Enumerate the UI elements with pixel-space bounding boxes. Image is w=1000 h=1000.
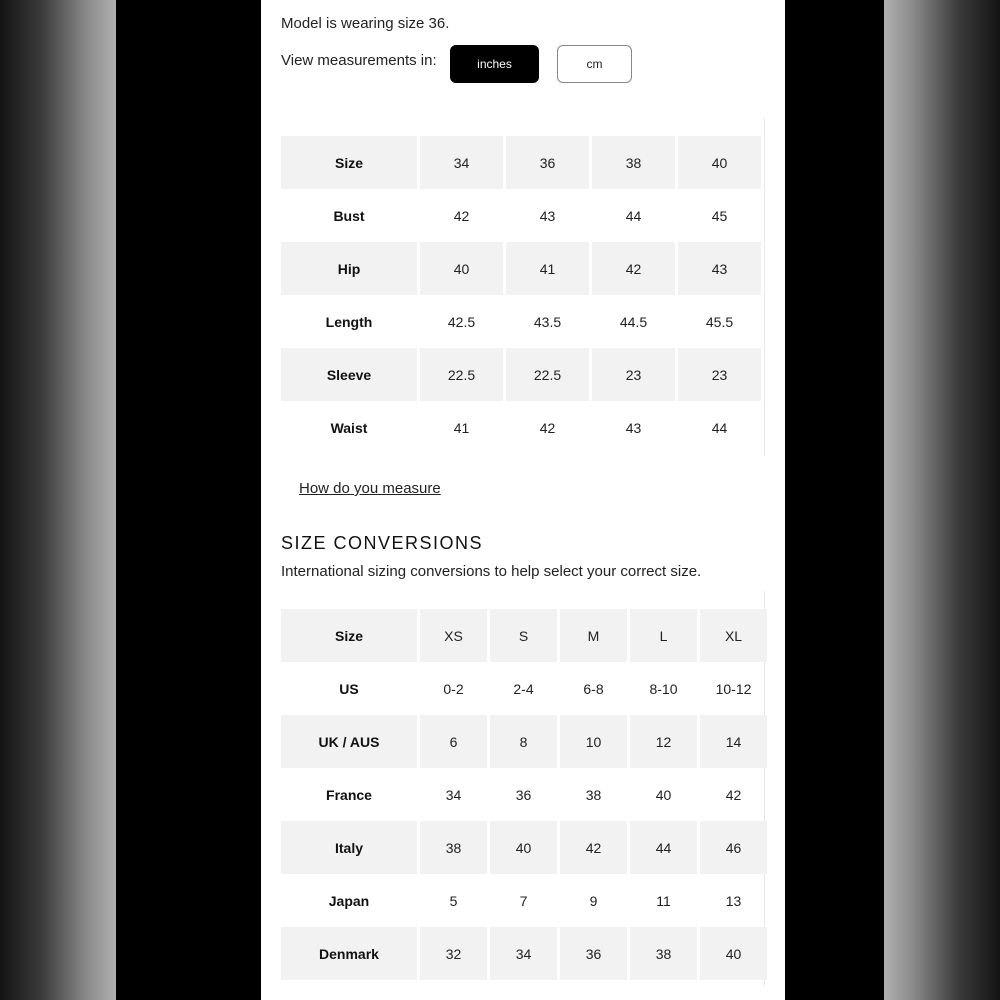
table-cell: 8 [490,715,557,768]
inches-button[interactable]: inches [450,45,539,83]
table-cell: 40 [490,821,557,874]
table-cell: 11 [656,892,671,909]
table-cell: 42.5 [447,313,476,330]
table-cell: 40 [420,242,503,295]
table-cell: 22.5 [506,348,589,401]
table-cell: 23 [678,348,761,401]
table-cell: 7 [519,892,528,909]
table-cell: 22.5 [420,348,503,401]
table-cell: 44 [630,821,697,874]
table-cell: 42 [725,786,742,803]
table-cell: 23 [592,348,675,401]
table-cell: 9 [589,892,598,909]
row-label: UK / AUS [281,715,417,768]
table-cell: 13 [725,892,742,909]
table-cell: 45 [711,207,728,224]
table-cell: 42 [560,821,627,874]
cm-button[interactable]: cm [557,45,632,83]
table-cell: 10 [560,715,627,768]
table-cell: 8-10 [649,680,678,697]
table-cell: 43.5 [533,313,562,330]
left-black-band [116,0,261,1000]
table-row [281,927,767,980]
row-label: Denmark [281,927,417,980]
size-conversions-subtitle: International sizing conversions to help select your correct size. [281,563,702,580]
table-cell: 34 [445,786,462,803]
how-to-measure-link[interactable]: How do you measure [299,480,441,497]
table-cell: 34 [490,927,557,980]
table-cell: 10-12 [715,680,752,697]
table-cell: 12 [630,715,697,768]
table-row [281,662,767,715]
table-row [281,768,767,821]
row-label: France [326,786,372,803]
row-label: Sleeve [281,348,417,401]
table-cell: 43 [625,419,642,436]
model-size-note: Model is wearing size 36. [281,15,450,32]
size-chart-table [278,136,764,454]
table-cell: 45.5 [705,313,734,330]
table-cell: 32 [420,927,487,980]
table-cell: 38 [420,821,487,874]
row-label: Japan [328,892,370,909]
right-black-band [785,0,884,1000]
row-label: US [339,680,359,697]
table-cell: 38 [585,786,602,803]
size-guide-panel [261,0,785,1000]
row-label: Size [281,136,417,189]
right-gradient-border [884,0,1000,1000]
row-label: Hip [281,242,417,295]
table-cell: 43 [678,242,761,295]
table-cell: 40 [655,786,672,803]
table-row [281,295,761,348]
table-row [281,401,761,454]
table-cell: 38 [592,136,675,189]
table-cell: 34 [420,136,503,189]
table-cell: 44 [711,419,728,436]
table-row [281,715,767,768]
table-cell: 5 [449,892,458,909]
table-row [281,189,761,242]
table-cell: 6 [420,715,487,768]
row-label: Length [325,313,373,330]
table-cell: 38 [630,927,697,980]
table-cell: 6-8 [583,680,604,697]
table-row [281,821,767,874]
table-cell: 0-2 [443,680,464,697]
table-cell: 36 [506,136,589,189]
row-label: Bust [333,207,365,224]
table-cell: 36 [515,786,532,803]
table-cell: 40 [678,136,761,189]
row-label: Waist [330,419,368,436]
row-label: Italy [281,821,417,874]
table-cell: 46 [700,821,767,874]
table-cell: S [490,609,557,662]
table-cell: XS [420,609,487,662]
table-row [281,609,767,662]
table-edge-line [764,118,765,456]
table-cell: 42 [539,419,556,436]
table-row [281,348,761,401]
table-row [281,136,761,189]
units-label: View measurements in: [281,52,437,69]
table-cell: 42 [453,207,470,224]
left-gradient-border [0,0,116,1000]
table-cell: 42 [592,242,675,295]
table-cell: 44 [625,207,642,224]
table-row [281,242,761,295]
size-conversions-title: SIZE CONVERSIONS [281,533,484,553]
table-cell: 44.5 [619,313,648,330]
table-row [281,874,767,927]
table-cell: 41 [453,419,470,436]
table-cell: M [560,609,627,662]
size-conversion-table [278,609,770,980]
table-cell: 2-4 [513,680,534,697]
table-cell: 36 [560,927,627,980]
table-cell: XL [700,609,767,662]
row-label: Size [281,609,417,662]
table-cell: 40 [700,927,767,980]
table-cell: L [630,609,697,662]
table-cell: 41 [506,242,589,295]
table-cell: 14 [700,715,767,768]
table-cell: 43 [539,207,556,224]
